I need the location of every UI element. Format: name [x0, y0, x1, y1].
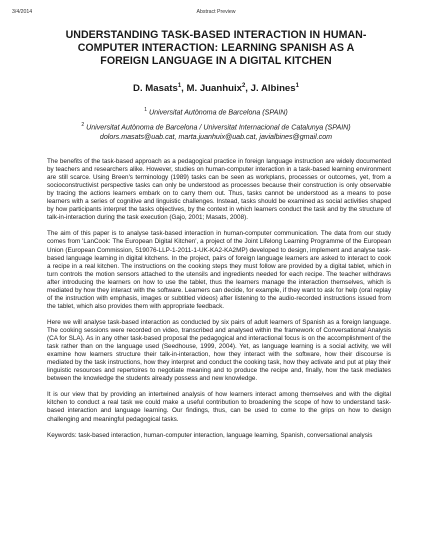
abstract-body — [47, 158, 391, 440]
affiliation-marker: 1 — [144, 107, 147, 113]
paper-title — [40, 29, 392, 69]
author-separator: , — [245, 83, 251, 95]
author-list — [0, 83, 432, 94]
document-header-label: Abstract Preview — [196, 9, 236, 15]
author-name: D. Masats — [133, 83, 178, 95]
author-name: J. Albines — [250, 83, 296, 95]
author-separator: , — [181, 83, 187, 95]
abstract-paragraph: The benefits of the task-based approach as a pedagogical practice in foreign language instruction are widely documented by teachers and researchers alike. However, studies on human-computer interaction in a task-based learning environment are still scarce. Using Breen's terminology (1989) tasks can be seen as workplans, processes or outcomes, yet, from a socioconstructivist perspective tasks can only be understood as processes because their construction is only observable by tracing the actions learners embark on to carry them out. Thus, tasks cannot be understood as a means to pose learners with a series of cognitive and linguistic challenges. Instead, tasks should be examined as social activities shaped by how participants interpret the tasks objectives, by the context in which learners conduct the task and by the structure of talk-in-interaction during the task execution (Gajo, 2001; Masats, 2008). — [47, 158, 391, 222]
affiliation-2 — [0, 121, 432, 142]
title-line: UNDERSTANDING TASK-BASED INTERACTION IN HUMAN- — [65, 29, 367, 41]
affiliation-text: Universitat Autònoma de Barcelona (SPAIN) — [148, 108, 288, 117]
abstract-paragraph: The aim of this paper is to analyse task-based interaction in human-computer communication. The data from our study comes from 'LanCook: The European Digital Kitchen', a project of the Joint Lifelong Learning Programme of the European Union (European Commission, 519076-LLP-1-2011-1-UK-KA2-KA2MP) developed to design, implement and analyse task-based language learning in digital kitchens. In the project, pairs of foreign language learners are asked to interact to cook a recipe in a real kitchen. The instructions on the cooking steps they must follow are provided by a digital tablet, which in turn controls the motion sensors attached to the utensils and ingredients needed for each recipe. The teacher withdraws after introducing the learners on how to use the tablet, thus the learners manage the interaction themselves, which is mediated by how they interact with the software. Learners can decide, for example, if they want to ask for help (oral replay of the instruction with emphasis, images or subtitled videos) after listening to the audio-recorded instructions issued from the tablet, which also provides them with appropriate feedback. — [47, 230, 391, 310]
affiliation-text: Universitat Autònoma de Barcelona / Universitat Internacional de Catalunya (SPAIN) — [86, 123, 351, 132]
document-date: 3/4/2014 — [12, 9, 33, 15]
author-name: M. Juanhuix — [186, 83, 242, 95]
title-line: COMPUTER INTERACTION: LEARNING SPANISH AS A — [77, 42, 355, 55]
author-affiliation-marker: 2 — [241, 83, 246, 89]
abstract-paragraph: Here we will analyse task-based interaction as conducted by six pairs of adult learners of Spanish as a foreign language. The cooking sessions were recorded on video, transcribed and analysed within the framework of Conversational Analysis (CA for SLA). As in any other task-based proposal the pedagogical and interactional focus is on the accomplishment of the task rather than on the language used (Seedhouse, 1999, 2004). Yet, as language learning is a social activity, we will examine how learners structure their talk-in-interaction, how they interact with the software, how their discourse is mediated by the task instructions, how they interpret and conduct the cooking task, how they activate and put at play their linguistic resources and repertoires to negotiate meaning and to produce the recipe and, finally, how the task mediates between the knowledge the students already possess and new knowledge. — [47, 318, 391, 383]
author-affiliation-marker: 1 — [177, 83, 182, 89]
author-emails: dolors.masats@uab.cat, marta.juanhuix@uab.cat, javialbines@gmail.com — [99, 132, 333, 141]
affiliation-marker: 2 — [81, 122, 85, 128]
keywords: Keywords: task-based interaction, human-computer interaction, language learning, Spanish, conversational analysis — [47, 431, 373, 439]
abstract-paragraph: It is our view that by providing an intertwined analysis of how learners interact among themselves and with the digital kitchen to conduct a real task we could make a useful contribution to broadening the scope of how to understand task-based interaction and language learning. Our findings, thus, can be used to come to the grips on how to design challenging and meaningful pedagogical tasks. — [47, 391, 391, 423]
affiliation-1 — [0, 106, 432, 118]
author-affiliation-marker: 1 — [295, 83, 299, 89]
title-line: FOREIGN LANGUAGE IN A DIGITAL KITCHEN — [100, 55, 332, 68]
